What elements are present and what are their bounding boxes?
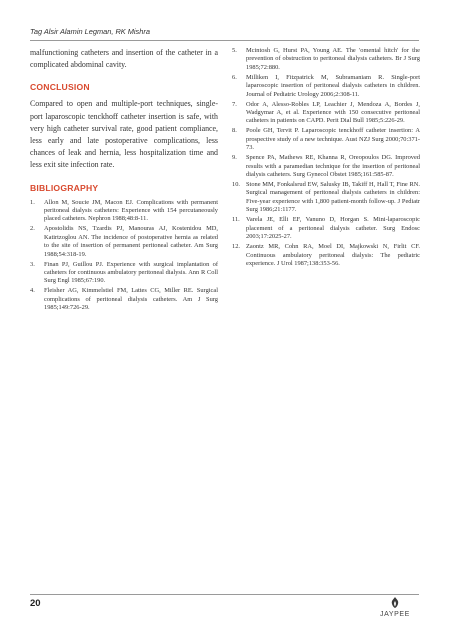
reference-number: 1. bbox=[30, 198, 35, 206]
reference-item bbox=[232, 243, 420, 268]
reference-text: Poole GH, Tervit P. Laparoscopic tenckhoff catheter insertion: A prospective study of a new technique. Aust NZJ Surg 2000;70:371-73. bbox=[246, 127, 420, 152]
reference-number: 12. bbox=[232, 243, 240, 251]
bibliography-heading: BIBLIOGRAPHY bbox=[30, 182, 99, 193]
reference-text: Zaontz MR, Cohn RA, Moel DI, Majkowski N, Firlit CF. Continuous ambulatory peritoneal dialysis: The pediatric experience. J Urol 1987;138:353-56. bbox=[246, 243, 420, 267]
reference-item bbox=[232, 47, 420, 72]
reference-number: 2. bbox=[30, 225, 35, 233]
reference-number: 5. bbox=[232, 47, 237, 54]
left-column bbox=[30, 47, 218, 314]
reference-text: Finan PJ, Guillou PJ. Experience with surgical implantation of catheters for continuous ambulatory peritoneal dialysis. Ann R Coll Surg Engl 1985;67:190. bbox=[44, 260, 218, 285]
reference-number: 11. bbox=[232, 216, 240, 224]
reference-text: Stone MM, Fonkalsrud EW, Salusky IB, Takiff H, Hall T, Fine RN. Surgical management of peritoneal dialysis catheters in children: Five-year experience with 1,800 patient-month follow-up. J Pediatr Surg 1986;21:1177. bbox=[246, 181, 420, 214]
reference-number: 9. bbox=[232, 154, 237, 162]
right-column bbox=[232, 47, 420, 270]
header-rule bbox=[30, 40, 419, 41]
footer-rule bbox=[30, 594, 419, 595]
reference-text: Milliken I, Fitzpatrick M, Subramaniam R. Single-port laparoscopic insertion of peritoneal dialysis catheters in children. Journal of Pediatric Urology 2006;2:308-11. bbox=[246, 73, 420, 98]
reference-text: Varela JE, Elli EF, Vanuno D, Horgan S. Mini-laparoscopic placement of a peritoneal dialysis catheter. Surg Endosc 2003;17:2025-27. bbox=[246, 216, 420, 241]
jaypee-flame-icon bbox=[389, 597, 401, 608]
reference-text: Spence PA, Mathews RE, Khanna R, Oreopoulos DG. Improved results with a paramedian technique for the insertion of peritoneal dialysis catheters. Surg Gynecol Obstet 1985;161:585-87. bbox=[246, 154, 420, 179]
reference-list-left bbox=[30, 199, 218, 313]
reference-item bbox=[232, 216, 420, 241]
reference-item bbox=[232, 101, 420, 126]
reference-text: Apostolidis NS, Tzardis PJ, Manouras AJ, Kostenidou MD, Katirtzoglou AN. The incidence of postoperative hernia as related to the site of insertion of permanent peritoneal catheter. Am Surg 1988;54:318-19. bbox=[44, 225, 218, 258]
reference-text: Fleisher AG, Kimmelstiel FM, Lattes CG, Miller RE. Surgical complications of peritoneal dialysis catheters. Am J Surg 1985;149:726-29. bbox=[44, 287, 218, 312]
conclusion-paragraph: Compared to open and multiple-port techniques, single-port laparoscopic tenckhoff catheter insertion is safe, with very high catheter survival rate, good patient compliance, less early and late postoperative complications, less chances of leak and hernia, less hospitalization time and less exit site infection rate. bbox=[30, 99, 218, 170]
reference-item bbox=[232, 181, 420, 215]
reference-text: Allon M, Soucie JM, Macon EJ. Complications with permanent peritoneal dialysis catheters: Experience with 154 percutaneously placed catheters. Nephron 1988;48:8-11. bbox=[44, 198, 218, 223]
reference-item bbox=[232, 74, 420, 99]
reference-number: 4. bbox=[30, 287, 35, 295]
conclusion-heading: CONCLUSION bbox=[30, 82, 90, 93]
page-number: 20 bbox=[30, 598, 41, 609]
reference-number: 6. bbox=[232, 73, 237, 81]
reference-item bbox=[232, 154, 420, 179]
reference-number: 10. bbox=[232, 181, 240, 189]
reference-list-right bbox=[232, 47, 420, 268]
reference-item bbox=[30, 287, 218, 312]
running-header: Tag Alsir Alamin Legman, RK Mishra bbox=[30, 27, 150, 36]
reference-item bbox=[30, 225, 218, 259]
reference-item bbox=[30, 199, 218, 224]
reference-number: 8. bbox=[232, 127, 237, 135]
reference-number: 3. bbox=[30, 260, 35, 268]
reference-text: Mcintosh G, Hurst PA, Young AE. The 'omental hitch' for the prevention of obstruction to peritoneal dialysis catheters. Br J Surg 1985;72:880. bbox=[246, 47, 420, 71]
reference-number: 7. bbox=[232, 100, 237, 108]
reference-item bbox=[30, 261, 218, 286]
publisher-logo bbox=[370, 597, 420, 621]
publisher-name: JAYPEE bbox=[380, 611, 410, 618]
reference-item bbox=[232, 127, 420, 152]
intro-paragraph: malfunctioning catheters and insertion of the catheter in a complicated abdominal cavity. bbox=[30, 48, 218, 70]
reference-text: Odor A, Alesso-Robles LP, Leachier J, Mendoza A, Bordes J, Wadgymar A, et al. Experience with 150 consecutive peritoneal catheters in patients on CAPD. Perit Dial Bull 1985;5:226-29. bbox=[246, 100, 420, 125]
